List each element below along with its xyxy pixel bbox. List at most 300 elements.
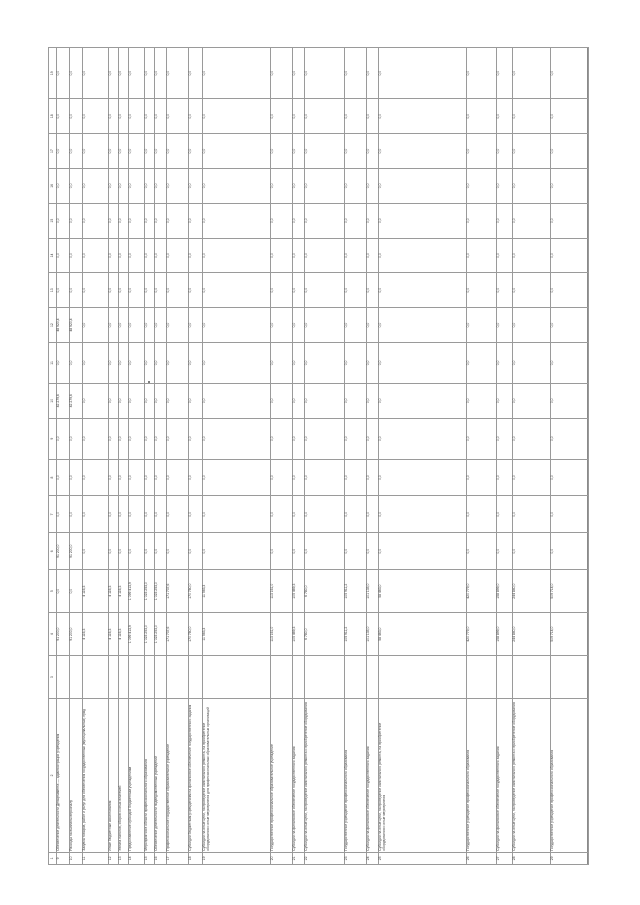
value-cell: 0,0 bbox=[109, 533, 119, 570]
row-name: Субсидии на иные цели, на проведение капитального ремонта, на приобретение оборудования и иные мероприятия bbox=[379, 699, 467, 853]
value-cell: 0,0 bbox=[497, 383, 513, 418]
value-cell: 0,0 bbox=[83, 533, 109, 570]
value-cell: 0,0 bbox=[293, 459, 305, 496]
value-cell: 0,0 bbox=[367, 99, 379, 134]
value-cell: 0,0 bbox=[167, 99, 189, 134]
row-name: Государственное учреждение профессионального образования bbox=[345, 699, 367, 853]
value-cell: 0,0 bbox=[203, 383, 271, 418]
value-cell: 0,0 bbox=[367, 383, 379, 418]
row-number: 23 bbox=[345, 852, 367, 864]
column-header: 15 bbox=[49, 203, 57, 238]
value-cell: 0,0 bbox=[109, 99, 119, 134]
value-cell: 105 469,3 bbox=[293, 570, 305, 613]
value-cell: 0,0 bbox=[155, 533, 167, 570]
value-cell: 0,0 bbox=[109, 459, 119, 496]
value-cell: 0,0 bbox=[189, 459, 203, 496]
value-cell bbox=[345, 656, 367, 699]
value-cell: 0,0 bbox=[129, 459, 145, 496]
row-name: Закупка товаров, работ и услуг для обеспечения государственных (муниципальных) нужд bbox=[83, 699, 109, 853]
value-cell: 0,0 bbox=[129, 383, 145, 418]
value-cell: 0,0 bbox=[83, 238, 109, 273]
value-cell: 0,0 bbox=[129, 203, 145, 238]
value-cell: 0,0 bbox=[293, 496, 305, 533]
value-cell: 0,0 bbox=[145, 48, 155, 99]
row-name: Профессиональное государственное образовательное учреждение bbox=[167, 699, 189, 853]
row-number: 12 bbox=[109, 852, 119, 864]
value-cell: 0,0 bbox=[70, 48, 83, 99]
value-cell bbox=[467, 656, 497, 699]
value-cell: 0,0 bbox=[83, 99, 109, 134]
value-cell: 0,0 bbox=[145, 342, 155, 383]
value-cell: 1 023 253,0 bbox=[145, 570, 155, 613]
value-cell: 0,0 bbox=[379, 238, 467, 273]
value-cell: 0,0 bbox=[70, 99, 83, 134]
value-cell: 101 135,0 bbox=[367, 613, 379, 656]
row-number: 14 bbox=[129, 852, 145, 864]
value-cell: 509 714,0 bbox=[551, 570, 589, 613]
value-cell: 58 463,0 bbox=[379, 613, 467, 656]
column-header: 10 bbox=[49, 383, 57, 418]
value-cell: 0,0 bbox=[551, 238, 589, 273]
value-cell: 0,0 bbox=[203, 496, 271, 533]
row-number: 20 bbox=[271, 852, 293, 864]
value-cell: 0,0 bbox=[109, 134, 119, 169]
value-cell: 0,0 bbox=[83, 203, 109, 238]
value-cell: 0,0 bbox=[155, 99, 167, 134]
row-name: Субсидии на финансовое обеспечение государственного задания bbox=[367, 699, 379, 853]
value-cell: 0,0 bbox=[513, 308, 551, 343]
value-cell: 0,0 bbox=[57, 168, 70, 203]
value-cell bbox=[497, 656, 513, 699]
row-name: Государственное учреждение профессионального образования bbox=[551, 699, 589, 853]
value-cell: 0,0 bbox=[497, 308, 513, 343]
value-cell: 0,0 bbox=[155, 383, 167, 418]
row-name: Предоставление субсидий бюджетным учреждениям bbox=[129, 699, 145, 853]
value-cell: 0,0 bbox=[109, 308, 119, 343]
value-cell: 0,0 bbox=[293, 48, 305, 99]
value-cell: 0,0 bbox=[345, 168, 367, 203]
value-cell: 0,0 bbox=[189, 273, 203, 308]
value-cell: 0,0 bbox=[83, 273, 109, 308]
value-cell: 0,0 bbox=[345, 203, 367, 238]
value-cell: 0,0 bbox=[345, 383, 367, 418]
value-cell: 0,0 bbox=[155, 203, 167, 238]
value-cell: 0,0 bbox=[145, 418, 155, 459]
value-cell: 0,0 bbox=[189, 383, 203, 418]
value-cell: 0,0 bbox=[70, 238, 83, 273]
value-cell: 0,0 bbox=[497, 533, 513, 570]
table-row bbox=[271, 48, 293, 865]
value-cell: 0,0 bbox=[345, 496, 367, 533]
value-cell: 0,0 bbox=[271, 496, 293, 533]
value-cell bbox=[119, 656, 129, 699]
value-cell: 0,0 bbox=[155, 168, 167, 203]
value-cell: 105 911,2 bbox=[345, 613, 367, 656]
value-cell: 0,0 bbox=[167, 168, 189, 203]
value-cell: 0,0 bbox=[57, 273, 70, 308]
value-cell: 0,0 bbox=[189, 533, 203, 570]
value-cell: 0,0 bbox=[379, 308, 467, 343]
value-cell: 0,0 bbox=[467, 418, 497, 459]
value-cell: 4 116,3 bbox=[83, 613, 109, 656]
value-cell: 0,0 bbox=[271, 168, 293, 203]
value-cell: 91 200,0 bbox=[70, 613, 83, 656]
value-cell: 42 279,6 bbox=[70, 383, 83, 418]
value-cell: 0,0 bbox=[129, 533, 145, 570]
value-cell: 0,0 bbox=[167, 203, 189, 238]
value-cell: 0,0 bbox=[379, 273, 467, 308]
value-cell: 0,0 bbox=[271, 134, 293, 169]
value-cell: 0,0 bbox=[379, 383, 467, 418]
column-header: 17 bbox=[49, 134, 57, 169]
value-cell: 0,0 bbox=[109, 383, 119, 418]
value-cell: 0,0 bbox=[467, 99, 497, 134]
row-name: Субсидии на иные цели, на проведение капитального ремонта и приобретение оборудования bbox=[513, 699, 551, 853]
value-cell: 0,0 bbox=[467, 496, 497, 533]
value-cell: 0,0 bbox=[203, 418, 271, 459]
value-cell: 0,0 bbox=[293, 533, 305, 570]
value-cell bbox=[83, 656, 109, 699]
value-cell: 0,0 bbox=[497, 238, 513, 273]
value-cell: 0,0 bbox=[203, 459, 271, 496]
value-cell: 0,0 bbox=[129, 134, 145, 169]
value-cell: 4 116,3 bbox=[83, 570, 109, 613]
value-cell: 0,0 bbox=[203, 342, 271, 383]
budget-table bbox=[48, 47, 589, 865]
value-cell: 0,0 bbox=[203, 238, 271, 273]
scan-speck bbox=[148, 381, 150, 383]
value-cell: 0,0 bbox=[551, 459, 589, 496]
row-name: Субсидии на иные цели, на проведение капитального ремонта, на приобретение оборудования и иные мероприятия для профессиональных образовательных организаций bbox=[203, 699, 271, 853]
value-cell: 244 840,0 bbox=[513, 570, 551, 613]
rotated-table-container bbox=[48, 47, 588, 865]
value-cell: 0,0 bbox=[155, 238, 167, 273]
value-cell bbox=[293, 656, 305, 699]
value-cell bbox=[70, 656, 83, 699]
column-header: 2 bbox=[49, 699, 57, 853]
value-cell: 4 116,3 bbox=[119, 570, 129, 613]
value-cell: 0,0 bbox=[467, 238, 497, 273]
row-number: 24 bbox=[367, 852, 379, 864]
value-cell: 0,0 bbox=[129, 342, 145, 383]
row-number: 25 bbox=[379, 852, 467, 864]
row-number: 16 bbox=[155, 852, 167, 864]
value-cell: 0,0 bbox=[467, 203, 497, 238]
table-row bbox=[467, 48, 497, 865]
value-cell: 0,0 bbox=[513, 203, 551, 238]
value-cell: 0,0 bbox=[467, 308, 497, 343]
value-cell: 0,0 bbox=[189, 308, 203, 343]
value-cell bbox=[367, 656, 379, 699]
row-name: Уплата налогов, сборов и иных платежей bbox=[119, 699, 129, 853]
value-cell bbox=[513, 656, 551, 699]
value-cell: 0,0 bbox=[305, 273, 345, 308]
value-cell: 0,0 bbox=[155, 496, 167, 533]
value-cell: 0,0 bbox=[551, 418, 589, 459]
value-cell: 0,0 bbox=[379, 168, 467, 203]
column-header: 5 bbox=[49, 570, 57, 613]
value-cell: 0,0 bbox=[70, 342, 83, 383]
value-cell: 0,0 bbox=[271, 342, 293, 383]
value-cell: 170 780,0 bbox=[189, 613, 203, 656]
value-cell: 0,0 bbox=[189, 342, 203, 383]
value-cell bbox=[379, 656, 467, 699]
value-cell: 0,0 bbox=[305, 459, 345, 496]
value-cell: 0,0 bbox=[57, 418, 70, 459]
value-cell: 0,0 bbox=[551, 383, 589, 418]
value-cell: 0,0 bbox=[145, 134, 155, 169]
value-cell: 0,0 bbox=[467, 383, 497, 418]
value-cell: 0,0 bbox=[57, 570, 70, 613]
value-cell: 0,0 bbox=[119, 134, 129, 169]
value-cell bbox=[145, 656, 155, 699]
value-cell: 0,0 bbox=[70, 203, 83, 238]
row-number: 29 bbox=[551, 852, 589, 864]
value-cell: 0,0 bbox=[293, 273, 305, 308]
value-cell: 0,0 bbox=[551, 308, 589, 343]
row-name: Иные бюджетные ассигнования bbox=[109, 699, 119, 853]
value-cell bbox=[551, 656, 589, 699]
value-cell: 0,0 bbox=[167, 48, 189, 99]
value-cell: 0,0 bbox=[345, 459, 367, 496]
value-cell: 1 023 253,0 bbox=[145, 613, 155, 656]
value-cell: 0,0 bbox=[129, 99, 145, 134]
value-cell: 0,0 bbox=[305, 342, 345, 383]
value-cell: 0,0 bbox=[119, 273, 129, 308]
value-cell: 0,0 bbox=[305, 496, 345, 533]
value-cell: 0,0 bbox=[57, 48, 70, 99]
column-header: 8 bbox=[49, 459, 57, 496]
value-cell: 0,0 bbox=[271, 459, 293, 496]
value-cell: 0,0 bbox=[305, 134, 345, 169]
value-cell: 0,0 bbox=[189, 203, 203, 238]
row-name: Мероприятия в области профессионального образования bbox=[145, 699, 155, 853]
table-row bbox=[167, 48, 189, 865]
value-cell: 0,0 bbox=[167, 533, 189, 570]
value-cell: 0,0 bbox=[305, 383, 345, 418]
value-cell: 0,0 bbox=[145, 308, 155, 343]
value-cell: 0,0 bbox=[109, 238, 119, 273]
value-cell: 0,0 bbox=[155, 308, 167, 343]
value-cell: 0,0 bbox=[145, 238, 155, 273]
value-cell: 0,0 bbox=[551, 342, 589, 383]
value-cell: 0,0 bbox=[345, 308, 367, 343]
row-name: Субсидии на иные цели, на проведение капитального ремонта и приобретение оборудования bbox=[305, 699, 345, 853]
value-cell: 0,0 bbox=[70, 168, 83, 203]
value-cell: 0,0 bbox=[305, 203, 345, 238]
column-header: 18 bbox=[49, 99, 57, 134]
value-cell: 113 161,0 bbox=[271, 570, 293, 613]
value-cell: 0,0 bbox=[155, 342, 167, 383]
value-cell: 0,0 bbox=[167, 342, 189, 383]
value-cell: 105 911,2 bbox=[345, 570, 367, 613]
value-cell: 0,0 bbox=[271, 383, 293, 418]
value-cell: 0,0 bbox=[119, 238, 129, 273]
value-cell: 4 116,3 bbox=[109, 570, 119, 613]
value-cell: 0,0 bbox=[57, 134, 70, 169]
value-cell bbox=[129, 656, 145, 699]
value-cell: 0,0 bbox=[129, 308, 145, 343]
value-cell: 0,0 bbox=[271, 238, 293, 273]
value-cell: 0,0 bbox=[145, 203, 155, 238]
value-cell: 0,0 bbox=[497, 418, 513, 459]
table-row bbox=[367, 48, 379, 865]
row-number: 28 bbox=[513, 852, 551, 864]
value-cell: 0,0 bbox=[345, 273, 367, 308]
value-cell: 0,0 bbox=[203, 48, 271, 99]
row-name: Расходы на выплаты персоналу bbox=[70, 699, 83, 853]
value-cell: 171 737,6 bbox=[167, 570, 189, 613]
value-cell: 0,0 bbox=[167, 418, 189, 459]
table-row bbox=[129, 48, 145, 865]
row-number: 22 bbox=[305, 852, 345, 864]
column-header: 6 bbox=[49, 533, 57, 570]
value-cell: 0,0 bbox=[513, 134, 551, 169]
value-cell: 0,0 bbox=[119, 99, 129, 134]
column-header: 19 bbox=[49, 48, 57, 99]
value-cell: 0,0 bbox=[379, 48, 467, 99]
value-cell: 0,0 bbox=[119, 342, 129, 383]
value-cell: 0,0 bbox=[129, 238, 145, 273]
value-cell: 0,0 bbox=[83, 168, 109, 203]
value-cell: 0,0 bbox=[467, 168, 497, 203]
table-row bbox=[83, 48, 109, 865]
value-cell bbox=[271, 656, 293, 699]
value-cell: 0,0 bbox=[119, 459, 129, 496]
column-header: 14 bbox=[49, 238, 57, 273]
value-cell: 0,0 bbox=[203, 99, 271, 134]
value-cell: 0,0 bbox=[145, 383, 155, 418]
value-cell: 0,0 bbox=[189, 48, 203, 99]
row-number: 15 bbox=[145, 852, 155, 864]
table-row bbox=[155, 48, 167, 865]
row-number: 19 bbox=[203, 852, 271, 864]
value-cell: 6 780,0 bbox=[305, 570, 345, 613]
value-cell: 0,0 bbox=[271, 273, 293, 308]
value-cell: 0,0 bbox=[83, 383, 109, 418]
value-cell: 158 899,0 bbox=[497, 570, 513, 613]
value-cell: 0,0 bbox=[379, 459, 467, 496]
value-cell: 0,0 bbox=[203, 134, 271, 169]
value-cell: 11 563,3 bbox=[203, 570, 271, 613]
value-cell: 0,0 bbox=[109, 48, 119, 99]
value-cell: 0,0 bbox=[367, 496, 379, 533]
row-number: 21 bbox=[293, 852, 305, 864]
value-cell: 420 779,0 bbox=[467, 613, 497, 656]
value-cell: 0,0 bbox=[497, 99, 513, 134]
value-cell: 0,0 bbox=[379, 533, 467, 570]
value-cell: 0,0 bbox=[109, 496, 119, 533]
value-cell: 0,0 bbox=[167, 308, 189, 343]
column-header: 11 bbox=[49, 342, 57, 383]
column-header: 7 bbox=[49, 496, 57, 533]
table-row bbox=[70, 48, 83, 865]
value-cell: 0,0 bbox=[129, 496, 145, 533]
value-cell: 0,0 bbox=[551, 203, 589, 238]
value-cell: 0,0 bbox=[467, 134, 497, 169]
value-cell: 0,0 bbox=[345, 238, 367, 273]
value-cell: 0,0 bbox=[57, 459, 70, 496]
value-cell: 0,0 bbox=[83, 48, 109, 99]
column-header: 12 bbox=[49, 308, 57, 343]
value-cell: 4 116,3 bbox=[109, 613, 119, 656]
value-cell: 91 200,0 bbox=[57, 613, 70, 656]
value-cell: 0,0 bbox=[293, 134, 305, 169]
value-cell: 171 737,6 bbox=[167, 613, 189, 656]
row-number: 13 bbox=[119, 852, 129, 864]
value-cell: 0,0 bbox=[145, 273, 155, 308]
value-cell: 0,0 bbox=[189, 496, 203, 533]
value-cell: 0,0 bbox=[367, 418, 379, 459]
value-cell bbox=[203, 656, 271, 699]
table-row bbox=[305, 48, 345, 865]
value-cell: 0,0 bbox=[155, 48, 167, 99]
value-cell: 0,0 bbox=[145, 459, 155, 496]
row-name: Субсидии на финансовое обеспечение государственного задания bbox=[497, 699, 513, 853]
value-cell: 1 099 413,9 bbox=[129, 613, 145, 656]
row-name: Обеспечение деятельности подведомственных учреждений bbox=[155, 699, 167, 853]
value-cell: 1 023 253,0 bbox=[155, 613, 167, 656]
value-cell: 0,0 bbox=[203, 168, 271, 203]
table-row bbox=[57, 48, 70, 865]
value-cell: 0,0 bbox=[83, 418, 109, 459]
value-cell: 0,0 bbox=[109, 418, 119, 459]
value-cell: 0,0 bbox=[379, 496, 467, 533]
value-cell: 158 899,0 bbox=[497, 613, 513, 656]
value-cell: 105 469,3 bbox=[293, 613, 305, 656]
value-cell bbox=[155, 656, 167, 699]
value-cell: 101 135,0 bbox=[367, 570, 379, 613]
value-cell: 0,0 bbox=[109, 342, 119, 383]
value-cell: 0,0 bbox=[367, 48, 379, 99]
value-cell: 0,0 bbox=[305, 99, 345, 134]
value-cell: 0,0 bbox=[189, 134, 203, 169]
value-cell bbox=[167, 656, 189, 699]
value-cell: 0,0 bbox=[70, 418, 83, 459]
value-cell: 0,0 bbox=[119, 418, 129, 459]
value-cell: 0,0 bbox=[497, 496, 513, 533]
value-cell: 0,0 bbox=[83, 459, 109, 496]
value-cell bbox=[305, 656, 345, 699]
value-cell: 4 116,3 bbox=[119, 613, 129, 656]
value-cell: 58 463,0 bbox=[379, 570, 467, 613]
value-cell: 0,0 bbox=[513, 459, 551, 496]
value-cell: 0,0 bbox=[70, 496, 83, 533]
value-cell: 0,0 bbox=[367, 533, 379, 570]
value-cell: 170 780,0 bbox=[189, 570, 203, 613]
row-number: 9 bbox=[57, 852, 70, 864]
table-row bbox=[551, 48, 589, 865]
value-cell: 48 920,4 bbox=[70, 308, 83, 343]
value-cell: 91 200,0 bbox=[70, 533, 83, 570]
value-cell: 244 840,0 bbox=[513, 613, 551, 656]
value-cell: 0,0 bbox=[379, 99, 467, 134]
table-row bbox=[497, 48, 513, 865]
value-cell: 0,0 bbox=[513, 168, 551, 203]
value-cell: 0,0 bbox=[189, 168, 203, 203]
value-cell: 0,0 bbox=[119, 168, 129, 203]
value-cell: 509 714,0 bbox=[551, 613, 589, 656]
value-cell: 0,0 bbox=[145, 533, 155, 570]
value-cell: 11 563,3 bbox=[203, 613, 271, 656]
row-name: Обеспечение деятельности Департамента — администрации учреждения bbox=[57, 699, 70, 853]
value-cell: 0,0 bbox=[367, 342, 379, 383]
value-cell: 0,0 bbox=[293, 203, 305, 238]
value-cell: 0,0 bbox=[155, 273, 167, 308]
document-page bbox=[48, 47, 588, 865]
value-cell: 0,0 bbox=[513, 383, 551, 418]
value-cell bbox=[57, 656, 70, 699]
